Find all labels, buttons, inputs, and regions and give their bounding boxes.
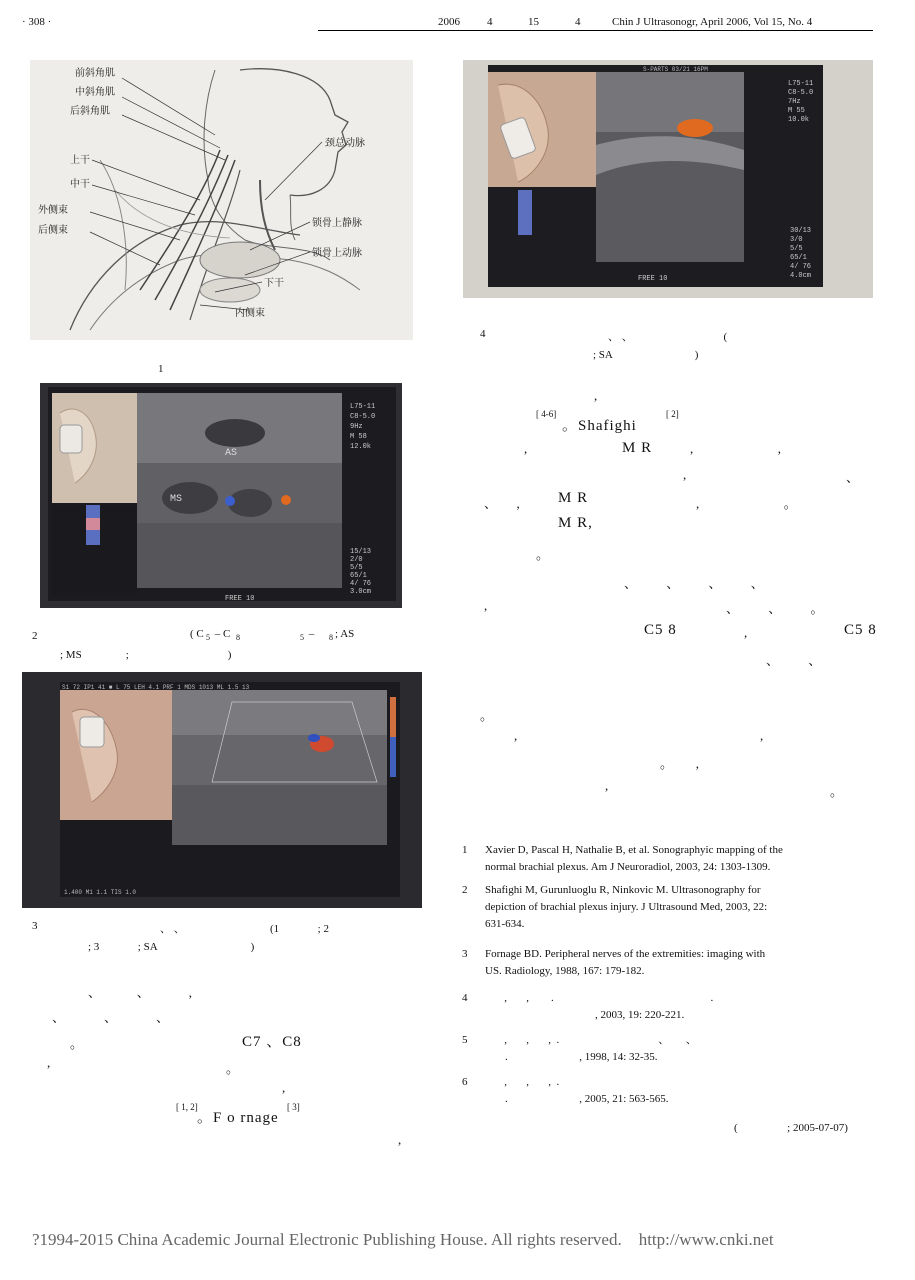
body-right-line: 、 、 [766,653,822,668]
reference-item [462,990,874,1030]
fig2-param: 3.0cm [350,588,372,596]
body-right-line: 。 [536,547,550,562]
fig2-param: C8-5.0 [350,413,376,421]
figure-1-illustration [30,60,413,340]
body-right-line: , [744,625,748,640]
reference-line: Xavier D, Pascal H, Nathalie B, et al. Sonographyic mapping of the [485,844,783,856]
figure-2-ultrasound [40,383,402,608]
body-right-line: 、 , [484,496,520,511]
label-anterior-scalene: 前斜角肌 [75,68,115,79]
body-right-mr: M R, [558,515,593,531]
figure-4-caption-line1: 、 、 ( [608,331,728,343]
body-left-line: , [47,1055,51,1070]
body-left-line: , [282,1080,286,1095]
body-right-line: , [760,728,764,743]
fig4-param: 5/5 [790,245,803,253]
fig2-ms-label: MS [170,494,183,505]
body-left-citation: [ 1, 2] [176,1102,198,1112]
reference-line: normal brachial plexus. Am J Neuroradiol, 2003, 24: 1303-1309. [485,861,771,873]
header-month: 4 [487,16,493,28]
label-subclavian-vein: 锁骨上静脉 [312,218,362,229]
fig4-param: 3/0 [790,236,803,244]
figure-4-ultrasound [463,60,873,298]
reference-number: 6 [462,1076,468,1088]
reference-number: 2 [462,884,468,896]
reference-item [462,1074,874,1114]
body-right-line: 。 [480,708,494,723]
fig2-param: 9Hz [350,423,363,431]
body-right-line: , [524,441,528,456]
fig2-param: L75-11 [350,403,376,411]
page-number: · 308 · [22,16,52,28]
reference-item [462,1032,874,1072]
fig3-bottom-readout: 1.400 M1 1.1 TIS 1.0 [64,889,137,896]
label-medial-cord: 内侧束 [235,308,265,319]
body-left-line: 。 [70,1036,84,1051]
fig4-top-readout: S-PARTS 03/21 16PM [643,66,708,73]
reference-line: , , . . [485,992,714,1004]
fig4-param: 30/13 [790,227,812,235]
header-issue: 4 [575,16,581,28]
reference-number: 5 [462,1034,468,1046]
fig2-param: 2/0 [350,556,363,564]
reference-item [462,882,874,942]
header-volume: 15 [528,16,539,28]
label-common-carotid: 颈总动脉 [325,138,365,149]
body-right-line: , , [690,441,781,456]
fig4-param: 4.0cm [790,272,812,280]
fig2-param: 4/ 76 [350,580,372,588]
reference-number: 1 [462,844,468,856]
body-left-line: , [398,1132,402,1147]
fig2-param: M 58 [350,433,367,441]
fig4-param: C8-5.0 [788,89,814,97]
figure-2-caption-sub: 5 [206,633,210,642]
reference-line: US. Radiology, 1988, 167: 179-182. [485,965,645,977]
label-lower-trunk: 下干 [264,278,284,289]
body-right-line: 、 [846,470,860,485]
label-lateral-cord: 外侧束 [38,205,68,216]
body-left-citation: [ 3] [287,1102,300,1112]
body-left-line: 、 、 、 [52,1010,170,1025]
copyright-footer: ?1994-2015 China Academic Journal Electronic Publishing House. All rights reserved. http://www.cnki.net [32,1230,774,1249]
figure-4-caption-line2: ; SA ) [593,349,699,361]
body-left-fornage: 。F o rnage [197,1110,279,1126]
reference-line: , , , . 、 、 [485,1034,697,1046]
figure-4-caption-number: 4 [480,328,486,340]
body-right-mr: M R [558,490,589,506]
fig2-mode: FREE 10 [225,595,255,603]
figure-2-caption-line2: ; MS ; ) [60,649,232,661]
figure-2-caption-sub: 8 [329,633,333,642]
body-right-c58: C5 8 [844,622,877,638]
body-right-line: 。 , [660,756,700,771]
fig4-mode: FREE 10 [638,275,668,283]
body-right-line: , [605,778,609,793]
fig2-param: 15/13 [350,548,372,556]
figure-3-ultrasound [22,672,422,908]
fig3-top-readout: S1 72 IP1 41 ■ L 75 LEH 4.1 PRF 1 MDS 1013 ML 1.5 13 [62,684,250,691]
body-left-c7c8: C7 、C8 [242,1034,302,1050]
fig2-as-label: AS [225,448,238,459]
figure-1-caption: 1 [158,363,164,375]
header-year: 2006 [438,16,460,28]
body-right-line: , [484,598,488,613]
body-right-line: 、 、 、 、 [624,576,764,591]
fig4-param: L75-11 [788,80,814,88]
header-journal: Chin J Ultrasonogr, April 2006, Vol 15, No. 4 [612,16,813,28]
reference-line: Shafighi M, Gurunluoglu R, Ninkovic M. Ultrasonography for [485,884,761,896]
figure-2-caption-part: – C [212,628,231,640]
body-right-line: 、 、 。 [726,601,824,616]
reference-line: , , , . [485,1076,560,1088]
body-left-line: 。 [226,1061,240,1076]
reference-line: Fornage BD. Peripheral nerves of the extremities: imaging with [485,948,766,960]
fig2-param: 65/1 [350,572,367,580]
reference-line: . , 1998, 14: 32-35. [505,1051,658,1063]
body-right-citation: [ 4-6] [536,409,557,419]
body-right-mr: M R [622,440,653,456]
body-right-line: , [683,467,687,482]
label-upper-trunk: 上干 [70,155,90,166]
received-date: ( ; 2005-07-07) [734,1122,848,1134]
reference-number: 3 [462,948,468,960]
label-subclavian-artery: 锁骨上动脉 [312,248,362,259]
reference-line: depiction of brachial plexus injury. J Ultrasound Med, 2003, 22: [485,901,768,913]
fig4-param: 7Hz [788,98,801,106]
figure-2-caption-sub: 8 [236,633,240,642]
figure-2-caption-part: – [306,628,317,640]
label-posterior-cord: 后侧束 [38,225,68,236]
fig4-param: 65/1 [790,254,807,262]
fig2-param: 5/5 [350,564,363,572]
fig4-param: 10.0k [788,116,810,124]
figure-2-caption-sub: 5 [300,633,304,642]
reference-line: , 2003, 19: 220-221. [595,1009,685,1021]
body-right-line: 。 [830,784,844,799]
body-right-line: , [514,728,518,743]
label-middle-trunk: 中干 [70,179,90,190]
fig4-param: M 55 [788,107,805,115]
body-left-line: 、 、 , [88,985,193,1000]
figure-3-caption-line1: 、 、 (1 ; 2 [160,923,329,935]
reference-line: 631-634. [485,918,525,930]
body-right-citation: [ 2] [666,409,679,419]
fig2-param: 12.0k [350,443,372,451]
body-right-line: , 。 [696,496,797,511]
reference-line: . , 2005, 21: 563-565. [505,1093,669,1105]
figure-2-caption-number: 2 [32,630,38,642]
fig4-param: 4/ 76 [790,263,812,271]
header-rule [318,30,873,31]
figure-3-caption-line2: ; 3 ; SA ) [88,941,255,953]
figure-3-caption-number: 3 [32,920,38,932]
reference-item [462,946,874,986]
body-right-shafighi: 。Shafighi [562,418,637,434]
body-right-line: , [594,388,598,403]
figure-2-caption-part: ( C [190,628,204,640]
label-posterior-scalene: 后斜角肌 [70,106,110,117]
figure-2-caption-part: ; AS [335,628,355,640]
body-right-c58: C5 8 [644,622,677,638]
reference-number: 4 [462,992,468,1004]
label-middle-scalene: 中斜角肌 [75,87,115,98]
